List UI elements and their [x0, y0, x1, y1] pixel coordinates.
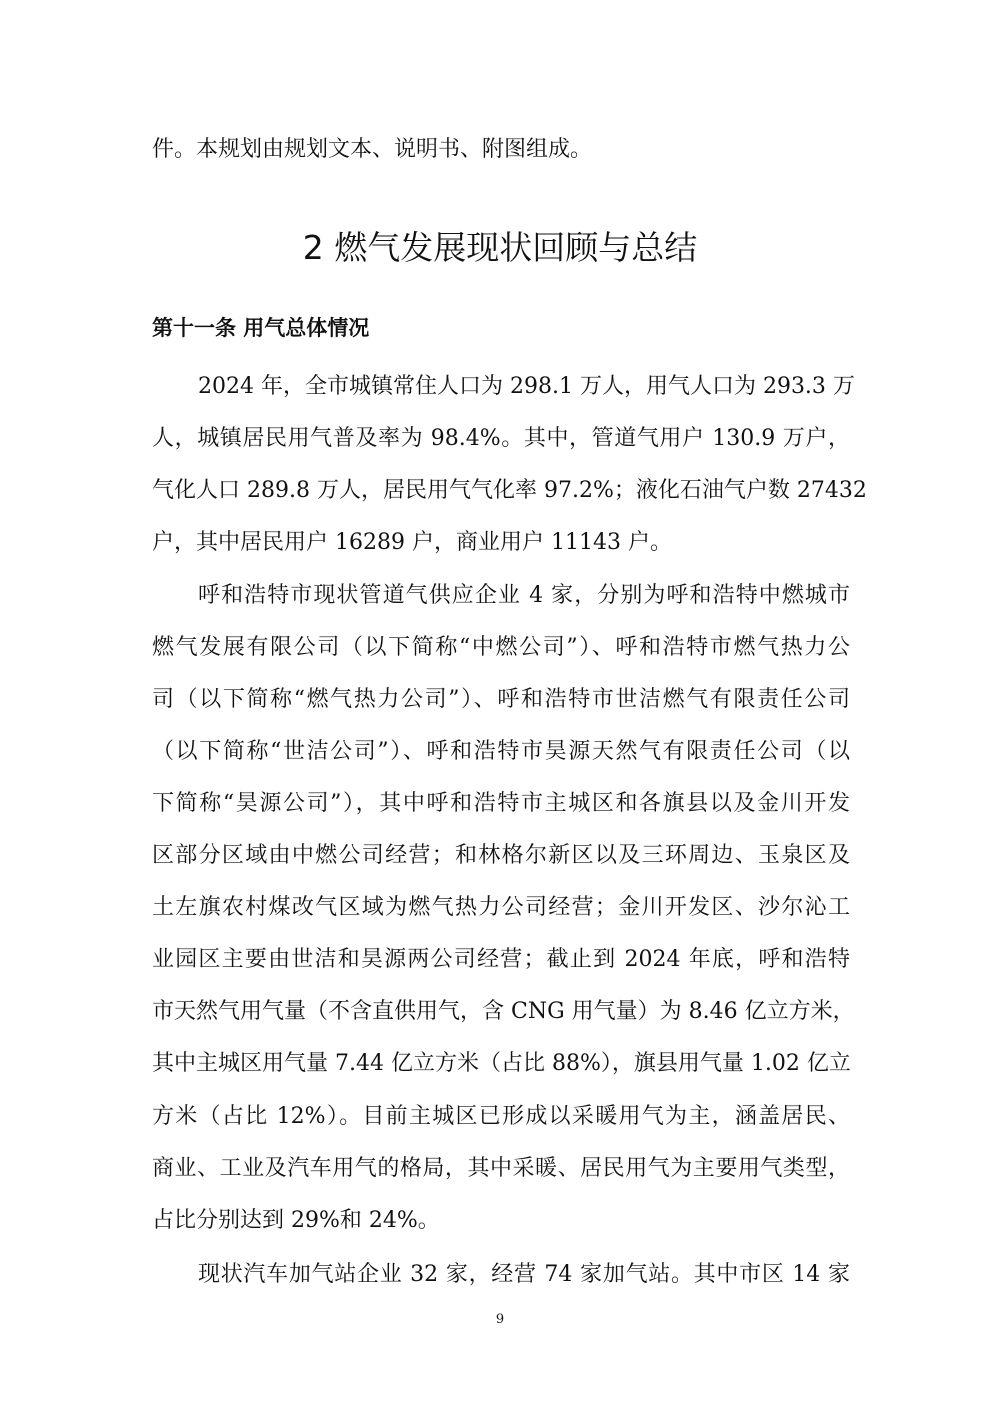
text-line: 商业、工业及汽车用气的格局，其中采暖、居民用气为主要用气类型， — [152, 1156, 850, 1181]
text-line: 占比分别达到 29%和 24%。 — [152, 1208, 440, 1233]
text-line: 下简称“昊源公司”），其中呼和浩特市主城区和各旗县以及金川开发 — [152, 791, 850, 816]
text-line: 户，其中居民用户 16289 户，商业用户 11143 户。 — [152, 530, 672, 555]
text-line: 呼和浩特市现状管道气供应企业 4 家，分别为呼和浩特中燃城市 — [198, 583, 850, 608]
text-line: 2024 年，全市城镇常住人口为 298.1 万人，用气人口为 293.3 万 — [198, 374, 855, 399]
text-line: 业园区主要由世洁和昊源两公司经营；截止到 2024 年底，呼和浩特 — [152, 947, 850, 972]
text-line: 气化人口 289.8 万人，居民用气气化率 97.2%；液化石油气户数 27432 — [152, 478, 867, 503]
section-heading: 第十一条 用气总体情况 — [152, 316, 370, 340]
chapter-title: 2 燃气发展现状回顾与总结 — [302, 228, 698, 267]
text-line: 区部分区域由中燃公司经营；和林格尔新区以及三环周边、玉泉区及 — [152, 843, 850, 868]
text-line: 土左旗农村煤改气区域为燃气热力公司经营；金川开发区、沙尔沁工 — [152, 895, 850, 920]
text-line: 人，城镇居民用气普及率为 98.4%。其中，管道气用户 130.9 万户， — [152, 426, 850, 451]
text-line: 市天然气用气量（不含直供用气，含 CNG 用气量）为 8.46 亿立方米， — [152, 999, 855, 1024]
text-line: 司（以下简称“燃气热力公司”）、呼和浩特市世洁燃气有限责任公司 — [152, 687, 850, 712]
page-number: 9 — [495, 1312, 505, 1327]
intro-line: 件。本规划由规划文本、说明书、附图组成。 — [152, 137, 593, 162]
text-line: （以下简称“世洁公司”）、呼和浩特市昊源天然气有限责任公司（以 — [152, 739, 850, 764]
text-line: 方米（占比 12%）。目前主城区已形成以采暖用气为主，涵盖居民、 — [152, 1104, 850, 1129]
text-line: 其中主城区用气量 7.44 亿立方米（占比 88%），旗县用气量 1.02 亿立 — [152, 1051, 851, 1076]
text-line: 现状汽车加气站企业 32 家，经营 74 家加气站。其中市区 14 家 — [198, 1262, 850, 1287]
text-line: 燃气发展有限公司（以下简称“中燃公司”）、呼和浩特市燃气热力公 — [152, 635, 850, 660]
